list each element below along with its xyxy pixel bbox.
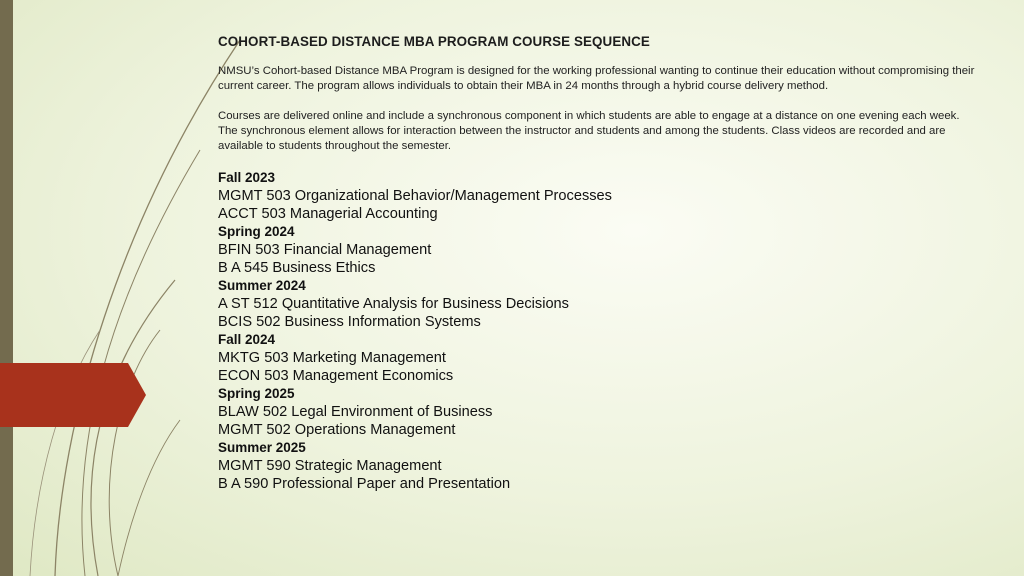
content-area	[218, 34, 978, 493]
course-item: ACCT 503 Managerial Accounting	[218, 206, 438, 222]
course-item: ECON 503 Management Economics	[218, 368, 454, 384]
course-item: B A 590 Professional Paper and Presentation	[218, 476, 511, 492]
intro-paragraph: NMSU’s Cohort-based Distance MBA Program is designed for the working professional wanting to continue their education without compromising their current career. The program allows individuals to obtain their MBA in 24 months through a hybrid course delivery method.	[218, 65, 975, 92]
course-item: B A 545 Business Ethics	[218, 260, 376, 276]
course-item: BFIN 503 Financial Management	[218, 242, 432, 258]
course-item: A ST 512 Quantitative Analysis for Business Decisions	[218, 296, 569, 312]
course-item: MKTG 503 Marketing Management	[218, 350, 446, 366]
term-heading: Summer 2024	[218, 278, 306, 293]
course-schedule	[218, 169, 978, 493]
term-heading: Fall 2023	[218, 170, 276, 185]
term-heading: Summer 2025	[218, 440, 306, 455]
course-item: BLAW 502 Legal Environment of Business	[218, 404, 493, 420]
delivery-paragraph: Courses are delivered online and include a synchronous component in which students are able to engage at a distance on one evening each week. The synchronous element allows for interaction between the instructor and students and among the students. Class videos are recorded and are available to students throughout the semester.	[218, 110, 960, 152]
term-heading: Fall 2024	[218, 332, 276, 347]
course-item: BCIS 502 Business Information Systems	[218, 314, 481, 330]
page-title: COHORT-BASED DISTANCE MBA PROGRAM COURSE SEQUENCE	[218, 34, 650, 49]
term-heading: Spring 2024	[218, 224, 295, 239]
course-item: MGMT 503 Organizational Behavior/Management Processes	[218, 188, 612, 204]
term-heading: Spring 2025	[218, 386, 295, 401]
course-item: MGMT 590 Strategic Management	[218, 458, 442, 474]
course-item: MGMT 502 Operations Management	[218, 422, 456, 438]
red-accent-tab	[0, 363, 148, 427]
